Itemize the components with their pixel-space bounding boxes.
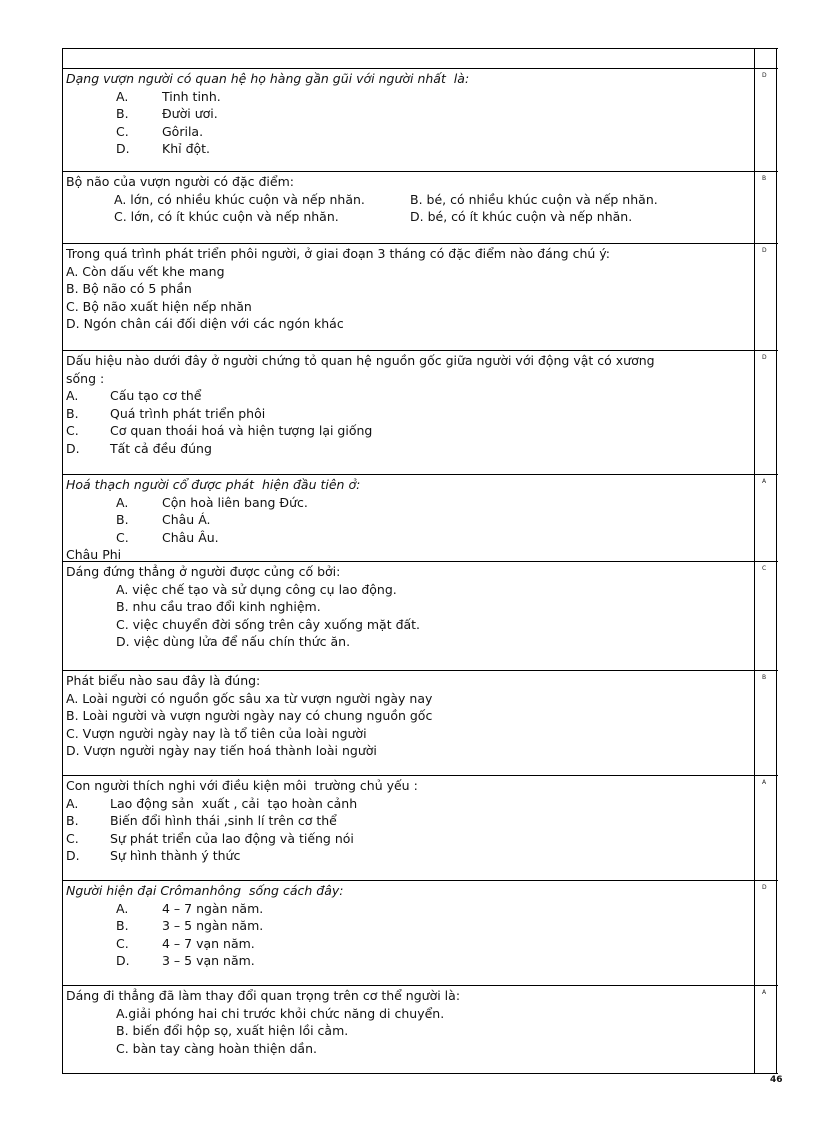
- question-cell: [63, 244, 755, 350]
- question-stem-continued: sống :: [66, 370, 105, 386]
- option-pair: A. lớn, có nhiều khúc cuộn và nếp nhăn. B. bé, có nhiều khúc cuộn và nếp nhăn.: [114, 191, 658, 207]
- answer-mark: A: [755, 475, 777, 561]
- answer-mark: A: [755, 776, 777, 880]
- answer-mark: B: [755, 172, 777, 243]
- question-row: [63, 671, 778, 776]
- option-line: A. Cộn hoà liên bang Đức.: [116, 494, 308, 510]
- option-line: C. bàn tay càng hoàn thiện dần.: [116, 1040, 317, 1056]
- option-pair: C. lớn, có ít khúc cuộn và nếp nhăn. D. bé, có ít khúc cuộn và nếp nhăn.: [114, 209, 633, 225]
- answer-mark: A: [755, 986, 777, 1073]
- option-line: B. 3 – 5 ngàn năm.: [116, 918, 264, 934]
- option-line: D. Vượn người ngày nay tiến hoá thành loài người: [66, 743, 377, 759]
- answer-mark: D: [755, 244, 777, 350]
- question-cell: [63, 776, 755, 880]
- question-row: [63, 776, 778, 881]
- question-row: [63, 351, 778, 475]
- option-line: A. 4 – 7 ngàn năm.: [116, 900, 264, 916]
- question-row: [63, 881, 778, 986]
- header-answer-cell: [755, 49, 777, 68]
- option-line: A. Tinh tinh.: [116, 88, 221, 104]
- question-cell: [63, 69, 755, 171]
- answer-mark: B: [755, 671, 777, 775]
- question-cell: [63, 671, 755, 775]
- answer-mark: C: [755, 562, 777, 670]
- option-line: A. việc chế tạo và sử dụng công cụ lao động.: [116, 581, 397, 597]
- option-line: A. Loài người có nguồn gốc sâu xa từ vượn người ngày nay: [66, 690, 433, 706]
- option-line: A. Còn dấu vết khe mang: [66, 263, 225, 279]
- option-line: D. 3 – 5 vạn năm.: [116, 953, 255, 969]
- question-stem: Dáng đứng thẳng ở người được củng cố bởi:: [66, 564, 341, 579]
- question-row: [63, 986, 778, 1074]
- option-line: D. Sự hình thành ý thức: [66, 848, 241, 864]
- question-stem: Hoá thạch người cổ được phát hiện đầu tiên ở:: [66, 477, 361, 492]
- option-line-tail: Châu Phi: [66, 547, 122, 563]
- question-cell: [63, 986, 755, 1073]
- option-line: A. Lao động sản xuất , cải tạo hoàn cảnh: [66, 795, 358, 811]
- question-row: [63, 69, 778, 172]
- question-stem: Dạng vượn người có quan hệ họ hàng gần gũi với người nhất là:: [66, 71, 470, 86]
- question-stem: Phát biểu nào sau đây là đúng:: [66, 673, 261, 688]
- question-stem: Người hiện đại Crômanhông sống cách đây:: [66, 883, 344, 898]
- answer-mark: D: [755, 881, 777, 985]
- question-row: [63, 172, 778, 244]
- option-line: B. Quá trình phát triển phôi: [66, 405, 266, 421]
- option-line: A. Cấu tạo cơ thể: [66, 388, 202, 404]
- answer-mark: D: [755, 351, 777, 474]
- option-line: B. nhu cầu trao đổi kinh nghiệm.: [116, 599, 321, 615]
- question-table: [62, 48, 778, 1074]
- question-cell: [63, 475, 755, 561]
- question-stem: Dáng đi thẳng đã làm thay đổi quan trọng trên cơ thể người là:: [66, 988, 461, 1003]
- option-line: A.giải phóng hai chi trước khỏi chức năng di chuyển.: [116, 1005, 445, 1021]
- question-cell: [63, 881, 755, 985]
- option-line: D. Ngón chân cái đối diện với các ngón khác: [66, 316, 344, 332]
- option-line: D. Khỉ đột.: [116, 141, 211, 157]
- answer-mark: D: [755, 69, 777, 171]
- question-row: [63, 475, 778, 562]
- option-line: B. Châu Á.: [116, 512, 211, 528]
- option-line: C. 4 – 7 vạn năm.: [116, 935, 255, 951]
- question-stem: Con người thích nghi với điều kiện môi trường chủ yếu :: [66, 778, 418, 793]
- option-line: C. việc chuyển đời sống trên cây xuống mặt đất.: [116, 616, 421, 632]
- option-line: B. Đười ươi.: [116, 106, 218, 122]
- page-number: 46: [770, 1075, 783, 1085]
- option-line: D. việc dùng lửa để nấu chín thức ăn.: [116, 634, 351, 650]
- option-line: C. Châu Âu.: [116, 529, 219, 545]
- question-row: [63, 244, 778, 351]
- option-line: C. Bộ não xuất hiện nếp nhăn: [66, 298, 252, 314]
- question-stem: Trong quá trình phát triển phôi người, ở giai đoạn 3 tháng có đặc điểm nào đáng chú ý:: [66, 246, 610, 261]
- question-stem: Bộ não của vượn người có đặc điểm:: [66, 174, 294, 189]
- question-cell: [63, 351, 755, 474]
- option-line: C. Sự phát triển của lao động và tiếng nói: [66, 830, 354, 846]
- header-cell: [63, 49, 755, 68]
- option-line: C. Vượn người ngày nay là tổ tiên của loài người: [66, 725, 367, 741]
- question-stem: Dấu hiệu nào dưới đây ở người chứng tỏ quan hệ nguồn gốc giữa người với động vật có xương: [66, 353, 655, 368]
- option-line: B. Bộ não có 5 phần: [66, 281, 192, 297]
- option-line: C. Gôrila.: [116, 123, 204, 139]
- option-line: B. Loài người và vượn người ngày nay có chung nguồn gốc: [66, 708, 433, 724]
- option-line: B. Biến đổi hình thái ,sinh lí trên cơ thể: [66, 813, 337, 829]
- question-cell: [63, 172, 755, 243]
- question-row: [63, 562, 778, 671]
- table-header-row: [63, 49, 778, 69]
- option-line: D. Tất cả đều đúng: [66, 440, 212, 456]
- option-line: B. biến đổi hộp sọ, xuất hiện lồi cằm.: [116, 1023, 349, 1039]
- question-cell: [63, 562, 755, 670]
- option-line: C. Cơ quan thoái hoá và hiện tượng lại giống: [66, 423, 373, 439]
